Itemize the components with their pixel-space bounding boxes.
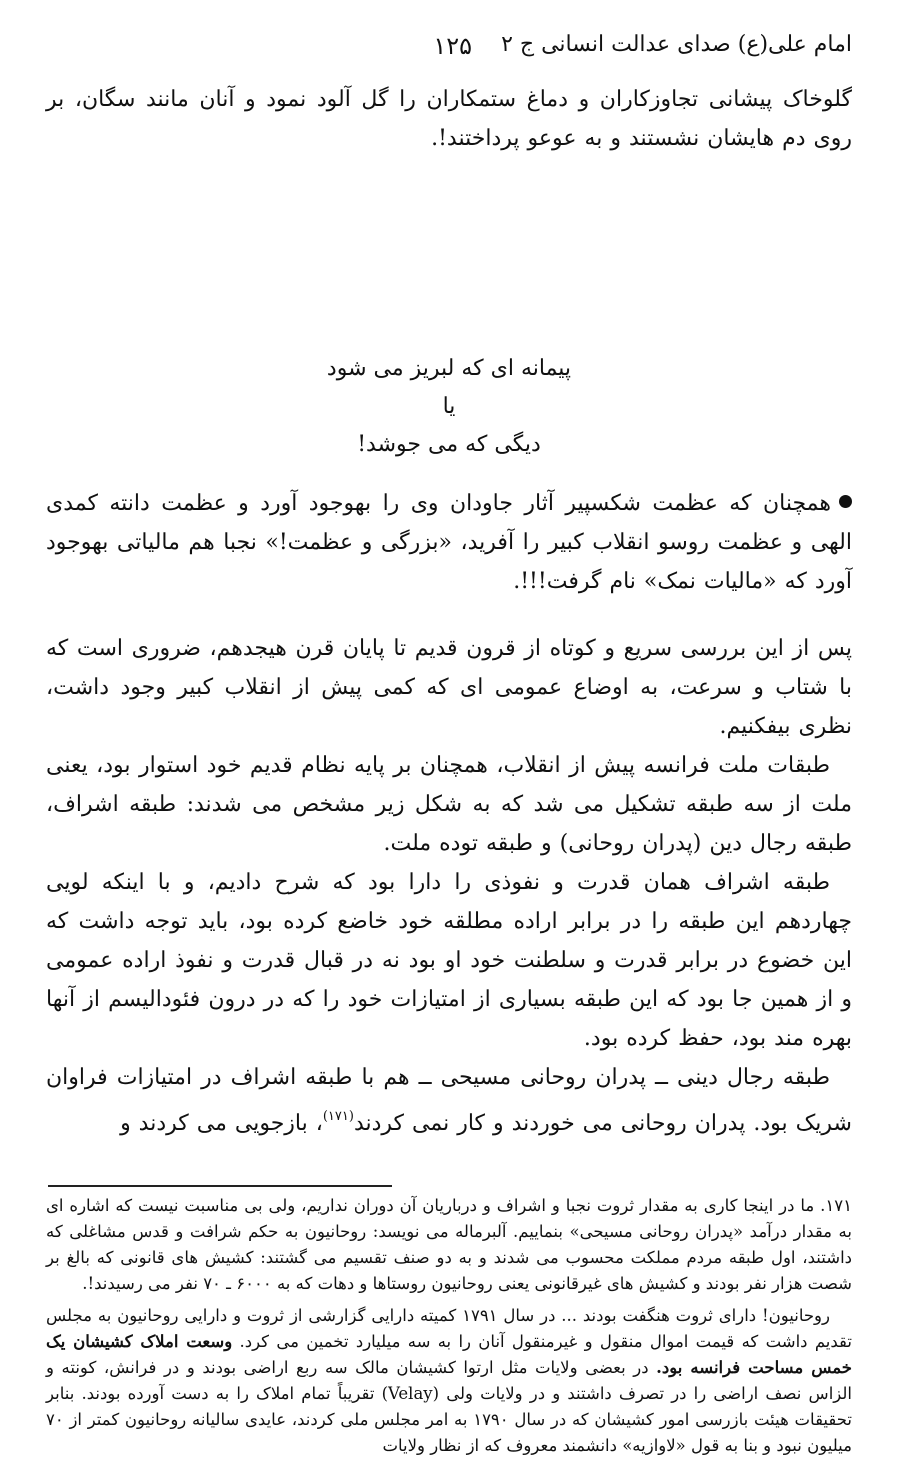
footnote-text-b: در بعضی ولایات مثل ارتوا کشیشان مالک سه ربع اراضی بودند و در فرانش، کونته و الزاس نصف اراضی را در تصرف داشتند و در ولایات ولی (Velay) تقریباً تمام املاک را به دست آورده بودند. بنابر تحقیقات هیئت بازرسی امور کشیشان که در سال ۱۷۹۰ به امر مجلس ملی کردند، عایدی سالیانه روحانیون کمتر از ۷۰ میلیون نبود و بنا به قول «لاوازیه» دانشمند معروف که از نظار ولایات <box>46 1358 852 1455</box>
paragraph-4-text-b: ، بازجویی می کردند و <box>120 1111 323 1136</box>
paragraph-4 <box>46 1058 852 1143</box>
document-page <box>46 30 852 1469</box>
paragraph-3: طبقه اشراف همان قدرت و نفوذی را دارا بود که شرح دادیم، و با اینکه لویی چهاردهم این طبقه را در برابر اراده مطلقه خود خاضع کرده بود، باید توجه داشت که این خضوع در برابر قدرت و سلطنت خود او بود نه در قبال قدرت و نفوذ اراده عمومی و از همین جا بود که این طبقه بسیاری از امتیازات خود را که در درون فئودالیسم از آنها بهره مند بود، حفظ کرده بود. <box>46 870 852 1051</box>
section-heading <box>46 350 852 464</box>
paragraph-1: پس از این بررسی سریع و کوتاه از قرون قدیم تا پایان قرن هیجدهم، ضروری است که با شتاب و سرعت، به اوضاع عمومی ای که کمی پیش از انقلاب کبیر وجود داشت، نظری بیفکنیم. <box>46 636 852 739</box>
footnotes <box>46 1193 852 1459</box>
bullet-icon <box>839 495 852 508</box>
footnote-bold-text: وسعت املاک کشیشان یک خمس مساحت فرانسه بود. <box>46 1332 852 1377</box>
footnote-reference[interactable]: (۱۷۱) <box>322 1109 354 1124</box>
footnote-171-continued <box>46 1303 852 1459</box>
footnote-divider <box>48 1185 392 1187</box>
footnote-171: ۱۷۱. ما در اینجا کاری به مقدار ثروت نجبا و اشراف و درباریان آن دوران نداریم، ولی بی مناسبت نیست که اشاره ای به مقدار درآمد «پدران روحانی مسیحی» بنماییم. آلبرماله می نویسد: روحانیون به حکم شرافت و قدس مشاغلی که داشتند، اول طبقه مردم مملکت محسوب می شدند و به دو صنف تقسیم می گشتند: کشیش های قانونی که بالغ بر شصت هزار نفر بودند و کشیش های غیرقانونی یعنی روحانیون روستاها و دهات که به ۶۰۰۰ ـ ۷۰ نفر می رسیدند!. <box>46 1196 852 1293</box>
main-text <box>46 80 852 1143</box>
continued-paragraph: گلوخاک پیشانی تجاوزکاران و دماغ ستمکاران را گل آلود نمود و آنان مانند سگان، بر روی دم هایشان نشستند و به عوعو پرداختند!. <box>46 87 852 151</box>
paragraph-4-text-a: طبقه رجال دینی ــ پدران روحانی مسیحی ــ هم با طبقه اشراف در امتیازات فراوان شریک بود. پدران روحانی می خوردند و کار نمی کردند <box>46 1065 852 1136</box>
heading-line-2: یا <box>442 394 456 419</box>
heading-line-1: پیمانه ای که لبریز می شود <box>326 356 572 381</box>
paragraph-2: طبقات ملت فرانسه پیش از انقلاب، همچنان بر پایه نظام قدیم خود استوار بود، یعنی ملت از سه طبقه تشکیل می شد که به شکل زیر مشخص می شدند: طبقه اشراف، طبقه رجال دین (پدران روحانی) و طبقه توده ملت. <box>46 753 852 856</box>
page-number: ۱۲۵ <box>433 32 472 60</box>
book-title: امام علی(ع) صدای عدالت انسانی ج ۲ <box>501 32 852 57</box>
page-header <box>46 30 852 78</box>
bullet-paragraph-text: همچنان که عظمت شکسپیر آثار جاودان وی را بهوجود آورد و عظمت دانته کمدی الهی و عظمت روسو انقلاب کبیر را آفرید، «بزرگی و عظمت!» نجبا هم مالیاتی بهوجود آورد که «مالیات نمک» نام گرفت!!!. <box>46 491 852 594</box>
bullet-paragraph <box>46 484 852 601</box>
heading-line-3: دیگی که می جوشد! <box>357 432 541 457</box>
footnote-text-a: روحانیون! دارای ثروت هنگفت بودند ... در سال ۱۷۹۱ کمیته دارایی گزارشی از ثروت و دارایی روحانیون به مجلس تقدیم داشت که قیمت اموال منقول و غیرمنقول آنان را به سه میلیارد تخمین می کرد. <box>46 1306 852 1351</box>
